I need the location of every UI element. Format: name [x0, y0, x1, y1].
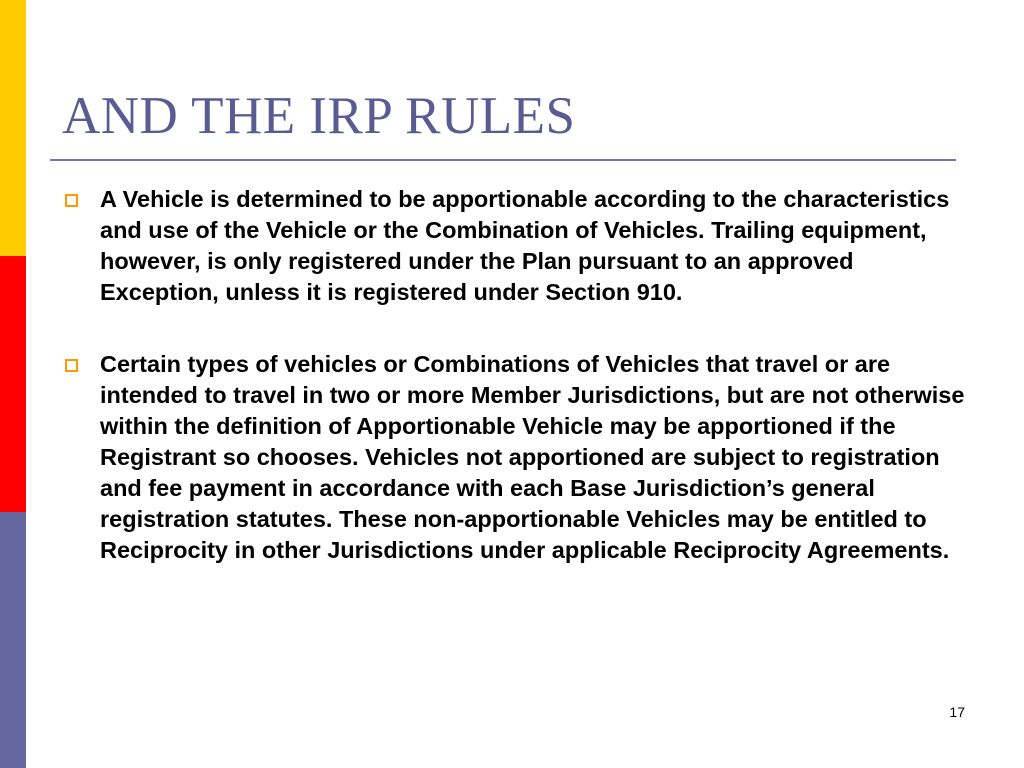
bullet-item	[64, 349, 969, 566]
bullet-text: A Vehicle is determined to be apportionable according to the characteristics and use of the Vehicle or the Combination of Vehicles. Trailing equipment, however, is only registered under the Plan pursuant to an approved Exception, unless it is registered under Section 910.	[100, 186, 950, 305]
bullet-item	[64, 184, 969, 308]
left-stripe-red	[0, 256, 26, 512]
hollow-square-bullet-icon	[65, 359, 78, 372]
bullet-list	[64, 184, 969, 566]
title-divider	[50, 159, 956, 161]
slide-title: AND THE IRP RULES	[62, 87, 576, 145]
bullet-text: Certain types of vehicles or Combinations of Vehicles that travel or are intended to travel in two or more Member Jurisdictions, but are not otherwise within the definition of Apportionable Vehicle may be apportioned if the Registrant so chooses. Vehicles not apportioned are subject to registration and fee payment in accordance with each Base Jurisdiction’s general registration statutes. These non-apportionable Vehicles may be entitled to Reciprocity in other Jurisdictions under applicable Reciprocity Agreements.	[100, 351, 965, 563]
left-stripe-blue	[0, 512, 26, 768]
page-number: 17	[949, 704, 965, 720]
hollow-square-bullet-icon	[65, 194, 78, 207]
left-stripe-yellow	[0, 0, 26, 256]
